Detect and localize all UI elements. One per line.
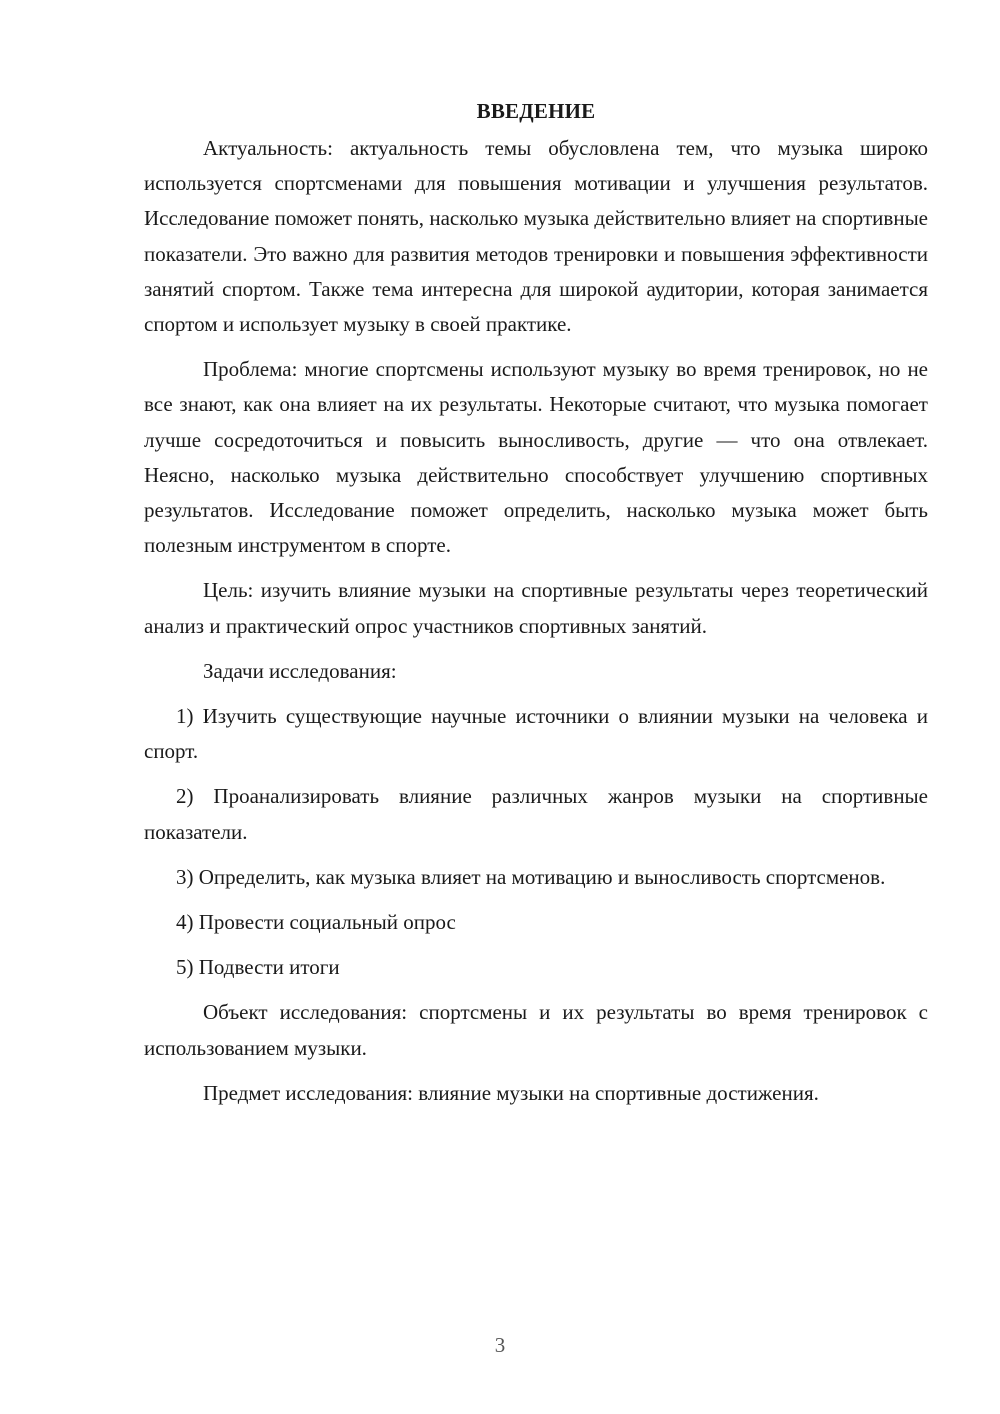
task-item-5: 5) Подвести итоги	[176, 955, 340, 980]
paragraph-tasks-heading: Задачи исследования:	[203, 658, 397, 683]
page-content	[144, 94, 928, 1121]
task-item-4: 4) Провести социальный опрос	[176, 910, 456, 935]
paragraph-research-object: Объект исследования: спортсмены и их результаты во время тренировок с использованием музыки.	[144, 1000, 928, 1060]
task-item-3: 3) Определить, как музыка влияет на мотивацию и выносливость спортсменов.	[176, 864, 886, 889]
section-title: ВВЕДЕНИЕ	[476, 99, 596, 123]
task-item-2: 2) Проанализировать влияние различных жанров музыки на спортивные показатели.	[144, 784, 928, 844]
page-number: 3	[494, 1333, 506, 1357]
paragraph-research-subject: Предмет исследования: влияние музыки на спортивные достижения.	[203, 1080, 819, 1105]
paragraph-goal: Цель: изучить влияние музыки на спортивные результаты через теоретический анализ и практический опрос участников спортивных занятий.	[144, 578, 928, 638]
task-item-1: 1) Изучить существующие научные источники о влиянии музыки на человека и спорт.	[144, 704, 928, 764]
paragraph-relevance: Актуальность: актуальность темы обусловлена тем, что музыка широко используется спортсменами для повышения мотивации и улучшения результатов. Исследование поможет понять, насколько музыка действительно влияет на спортивные показатели. Это важно для развития методов тренировки и повышения эффективности занятий спортом. Также тема интересна для широкой аудитории, которая занимается спортом и использует музыку в своей практике.	[144, 136, 928, 337]
paragraph-problem: Проблема: многие спортсмены используют музыку во время тренировок, но не все знают, как она влияет на их результаты. Некоторые считают, что музыка помогает лучше сосредоточиться и повысить выносливость, другие — что она отвлекает. Неясно, насколько музыка действительно способствует улучшению спортивных результатов. Исследование поможет определить, насколько музыка может быть полезным инструментом в спорте.	[144, 357, 928, 558]
